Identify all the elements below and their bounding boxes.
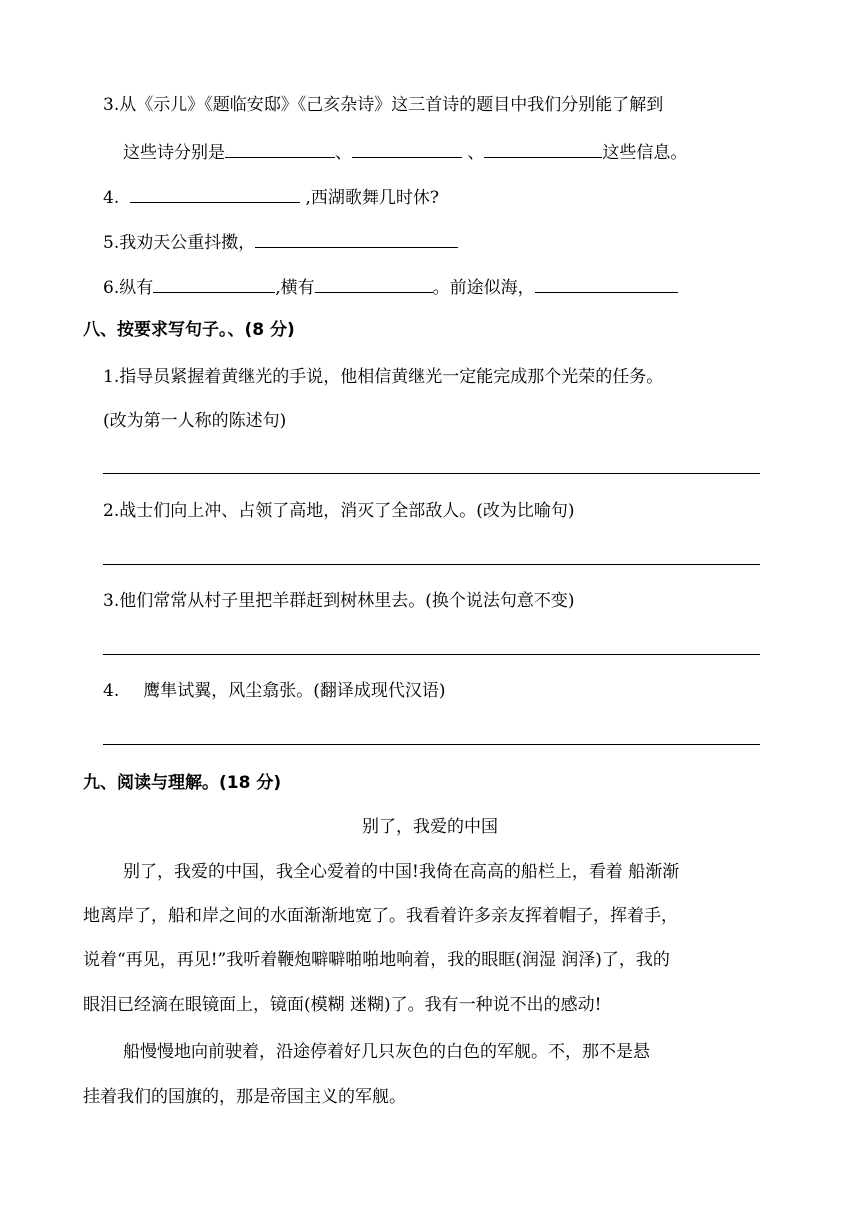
section-8-heading: 八、按要求写句子。、(8 分)	[83, 320, 295, 340]
question-3-tail: 这些信息。	[602, 143, 688, 163]
section-9-heading: 九、阅读与理解。(18 分)	[83, 773, 282, 793]
question-4-text: ,西湖歌舞几时休?	[305, 188, 439, 208]
answer-blank[interactable]	[352, 139, 462, 158]
question-3-lead: 这些诗分别是	[123, 143, 225, 163]
answer-blank[interactable]	[535, 274, 678, 293]
answer-blank[interactable]	[255, 229, 458, 248]
section-8-question-4	[103, 679, 446, 703]
question-4-number: 4.	[103, 681, 120, 701]
question-4-number: 4.	[103, 188, 120, 208]
question-4-text: 鹰隼试翼，风尘翕张。(翻译成现代汉语)	[143, 681, 446, 701]
section-8-question-2: 2.战士们向上冲、占领了高地，消灭了全部敌人。(改为比喻句)	[103, 501, 575, 521]
question-6-part-c: 。前途似海，	[432, 278, 535, 298]
separator: 、	[335, 143, 352, 163]
passage-p2-line-1: 船慢慢地向前驶着，沿途停着好几只灰色的白色的军舰。不，那不是悬	[123, 1042, 650, 1062]
section-8-question-1-line-1: 1.指导员紧握着黄继光的手说，他相信黄继光一定能完成那个光荣的任务。	[103, 367, 664, 387]
answer-blank[interactable]	[484, 139, 602, 158]
passage-p1-line-1: 别了，我爱的中国，我全心爱着的中国!我倚在高高的船栏上，看着 船渐渐	[123, 862, 680, 882]
question-6-part-b: ,横有	[275, 278, 315, 298]
answer-line[interactable]	[103, 564, 760, 565]
question-4	[103, 184, 439, 210]
passage-title: 别了，我爱的中国	[362, 817, 498, 837]
question-6-part-a: 6.纵有	[103, 278, 154, 298]
question-6	[103, 274, 678, 300]
answer-line[interactable]	[103, 654, 760, 655]
section-8-question-3: 3.他们常常从村子里把羊群赶到树林里去。(换个说法句意不变)	[103, 591, 575, 611]
question-5	[103, 229, 458, 255]
answer-line[interactable]	[103, 744, 760, 745]
passage-p1-line-4: 眼泪已经滴在眼镜面上，镜面(模糊 迷糊)了。我有一种说不出的感动!	[83, 995, 602, 1015]
passage-p1-line-3: 说着“再见，再见!”我听着鞭炮噼噼啪啪地响着，我的眼眶(润湿 润泽)了，我的	[83, 950, 670, 970]
answer-blank[interactable]	[130, 184, 300, 203]
passage-p1-line-2: 地离岸了，船和岸之间的水面渐渐地宽了。我看着许多亲友挥着帽子，挥着手，	[83, 906, 678, 926]
answer-line[interactable]	[103, 473, 760, 474]
question-3-line-1: 3.从《示儿》《题临安邸》《己亥杂诗》这三首诗的题目中我们分别能了解到	[103, 95, 664, 115]
separator: 、	[467, 143, 485, 163]
passage-p2-line-2: 挂着我们的国旗的，那是帝国主义的军舰。	[83, 1087, 406, 1107]
question-3-line-2	[123, 139, 687, 165]
answer-blank[interactable]	[315, 274, 433, 293]
question-5-text: 5.我劝天公重抖擞，	[103, 233, 256, 253]
answer-blank[interactable]	[153, 274, 275, 293]
answer-blank[interactable]	[225, 139, 335, 158]
section-8-question-1-line-2: (改为第一人称的陈述句)	[103, 411, 287, 431]
